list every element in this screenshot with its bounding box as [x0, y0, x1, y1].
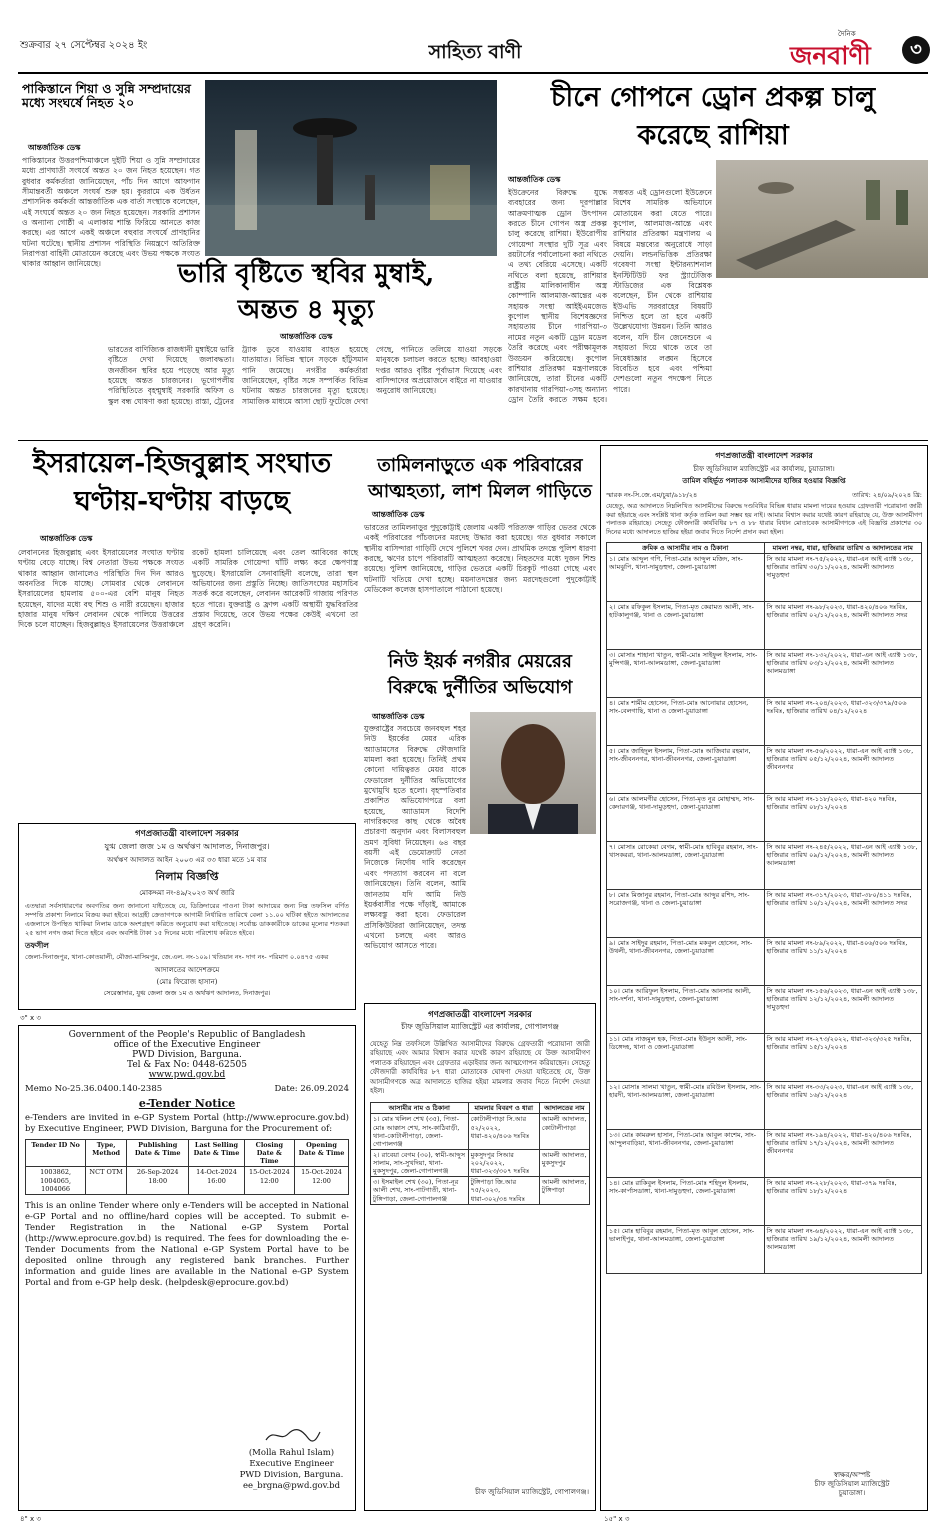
- accused-cell: ২। মোঃ রফিকুল ইসলাম, পিতা-মৃত কেরামত আলী, সাং-হাটকালুগঞ্জ, থানা ও জেলা-চুয়াডাঙ্গা: [607, 601, 765, 649]
- case-cell: সি আর মামলা নং-৩৩/২০২৩, ধারা-এন আই এ্যাক্ট ১৩৮, হাজিরার তারিখ ১৬/১২/২০২৪: [764, 1081, 922, 1129]
- table-row: [607, 1225, 922, 1273]
- auction-notice: [18, 823, 356, 1010]
- chuadanga-sign-1: স্বাক্ষর/অস্পষ্ট: [833, 1470, 871, 1479]
- auction-size: ৩" x ৩: [20, 1014, 41, 1022]
- accused-cell: ১১। মোঃ নাজমুল হক, পিতা-মোঃ ইউনুস আলী, সাং-ডিঙ্গেদহ, থানা ও জেলা-চুয়াডাঙ্গা: [607, 1033, 765, 1081]
- gopalganj-header-row: [371, 1103, 590, 1114]
- pakistan-headline: পাকিস্তানে শিয়া ও সুন্নি সম্প্রদায়ের মধ্যে সংঘর্ষে নিহত ২০: [22, 81, 191, 111]
- accused-cell: ৩। মোসাঃ শাহানা খাতুন, স্বামী-মোঃ সাইফুল ইসলাম, সাং-মুন্সিগঞ্জ, থানা-আলমডাঙ্গা, জেলা-চুয়াডাঙ্গা: [607, 649, 765, 697]
- case-cell: সি আর মামলা নং-৮৯/২০২২, ধারা-৪০৬/৫০৬ দঃবিঃ, হাজিরার তারিখ ১১/১২/২০২৪: [764, 937, 922, 985]
- pakistan-body: পাকিস্তানের উত্তরপশ্চিমাঞ্চলে দুইটি শিয়া ও সুন্নি সম্প্রদায়ের মধ্যে প্রাণঘাতী সংঘর্ষে অন্তত ২০ জন নিহত হয়েছেন। গত বুধবার কর্মকর্তারা জানিয়েছেন, পাঁচ দিন আগে আফগান সীমান্তবর্তী অঞ্চলে সংঘর্ষ শুরু হয়। কুররামে এক উর্ধতন প্রশাসনিক কর্মকর্তা আন্তর্জাতিক এক বার্তা সংস্থাকে বলেছেন, এই সংঘর্ষে অন্তত ২০ জন নিহত হয়েছেন। সরকারি প্রশাসন ও অন্যান্য গোষ্ঠী এ এলাকায় শান্তি ফিরিয়ে আনতে কাজ করছে। এর আগে একই অঞ্চলে বহুবার সংঘর্ষে প্রাণহানির ঘটনা ঘটেছে। স্থানীয় প্রশাসন পরিস্থিতি নিয়ন্ত্রণে অতিরিক্ত নিরাপত্তা বাহিনী মোতায়েন করেছে এবং উভয় পক্ষকে সংযত থাকার আহ্বান জানিয়েছে।: [22, 156, 200, 269]
- chuadanga-header-row: [607, 542, 922, 553]
- table-row: [607, 1081, 922, 1129]
- accused-cell: ১৩। মোঃ কামরুল হাসান, পিতা-মোঃ আবুল কাশেম, সাং-আন্দুলবাড়িয়া, থানা-জীবননগর, জেলা-চুয়াডাঙ্গা: [607, 1129, 765, 1177]
- mayor-photo: [470, 712, 596, 834]
- etender-notice: [18, 1025, 356, 1511]
- gopalganj-cell: টুঙ্গিপাড়া জি.আর ৭৫/২০২৩, ধারা-৩০২/৩৪ দঃবিঃ: [468, 1177, 539, 1204]
- gopalganj-body: যেহেতু নিম্ন তফসিলে উল্লিখিত আসামীদের বিরুদ্ধে গ্রেফতারী পরোয়ানা জারী রহিয়াছে এবং আমার বিশ্বাস করার যথেষ্ট কারণ রহিয়াছে যে উক্ত আসামীগণ পলাতক রহিয়াছেন এবং গ্রেফতার এড়াইবার জন্য আত্মগোপন করিয়াছেন। সেহেতু ফৌজদারী কার্যবিধির ৮৭ ধারা মোতাবেক ঘোষণা দেওয়া যাইতেছে যে, উক্ত আসামীগণকে অত্র আদালতে হাজির হইয়া মামলার জবাব দিতে নির্দেশ দেওয়া হইল।: [370, 1040, 590, 1095]
- china-body-cont: [716, 280, 928, 433]
- tamil-tag: আন্তর্জাতিক ডেস্ক: [372, 510, 425, 519]
- chuadanga-date: তারিখ: ২৪/০৯/২০২৪ খ্রি:: [852, 491, 922, 499]
- gopalganj-cell: আমলী আদালত, কোটালীপাড়া: [539, 1114, 589, 1150]
- etender-col-selling: Last Selling Date & Time: [189, 1140, 244, 1167]
- case-cell: সি আর মামলা নং-১১৮/২০২৩, ধারা-৪২০ দঃবিঃ, হাজিরার তারিখ ০৮/১২/২০২৪: [764, 793, 922, 841]
- drone-photo: [716, 160, 928, 278]
- gopalganj-cell: ৩। ইসমাইল শেখ (৩০), পিতা-নূর আলী শেখ, সাং-পাটগাতী, থানা-টুঙ্গিপাড়া, জেলা-গোপালগঞ্জ: [371, 1177, 469, 1204]
- case-cell: সি আর মামলা নং-২২৮/২০২৩, ধারা-৩৭৯ দঃবিঃ, হাজিরার তারিখ ১৮/১২/২০২৪: [764, 1177, 922, 1225]
- table-row: [607, 985, 922, 1033]
- chuadanga-sign-2: চীফ জুডিসিয়াল ম্যাজিস্ট্রেট: [814, 1479, 890, 1488]
- accused-cell: ৮। মোঃ মিজানুর রহমান, পিতা-মোঃ আব্দুর রশিদ, সাং-সরোজগঞ্জ, থানা ও জেলা-চুয়াডাঙ্গা: [607, 889, 765, 937]
- gopalganj-cell: আমলী আদালত, মুকসুদপুর: [539, 1149, 589, 1176]
- case-cell: সি আর মামলা নং-২৪৫/২০২২, ধারা-এন আই এ্যাক্ট ১৩৮, হাজিরার তারিখ ০৯/১২/২০২৪, আমলী আদালত আলমডাঙ্গা: [764, 841, 922, 889]
- gopalganj-notice: [364, 1003, 596, 1511]
- chuadanga-signature-block: [787, 1471, 917, 1498]
- gopalganj-gov: গণপ্রজাতন্ত্রী বাংলাদেশ সরকার: [428, 1010, 532, 1020]
- auction-order: আদালতের আদেশক্রমে: [154, 965, 220, 974]
- paper-logo: জনবাণী: [790, 41, 871, 70]
- gopalganj-col-accused: আসামীর নাম ও ঠিকানা: [371, 1103, 469, 1114]
- etender-office: office of the Executive Engineer: [113, 1040, 261, 1050]
- etender-signature-block: [234, 1426, 349, 1492]
- gopalganj-cell: ২। রাবেয়া বেগম (৩০), স্বামী-আব্দুস সালাম, সাং-সুখদিয়া, থানা-মুকসুদপুর, জেলা-গোপালগঞ্জ: [371, 1149, 469, 1176]
- table-row: [607, 601, 922, 649]
- etender-size: ৪" x ৩: [20, 1515, 41, 1523]
- etender-cell-type: NCT OTM: [86, 1167, 127, 1194]
- chuadanga-gov: গণপ্রজাতন্ত্রী বাংলাদেশ সরকার: [715, 451, 813, 460]
- mumbai-headline-1: ভারি বৃষ্টিতে স্থবির মুম্বাই,: [177, 259, 435, 289]
- table-row: [607, 649, 922, 697]
- gopalganj-col-court: আদালতের নাম: [539, 1103, 589, 1114]
- case-cell: সি আর মামলা নং-১৩২/২০২২, ধারা-এন আই এ্যাক্ট ১৩৮, হাজিরার তারিখ ০৩/১২/২০২৪, আমলী আদালত আলমডাঙ্গা: [764, 649, 922, 697]
- etender-intro: e-Tenders are invited in e-GP System Portal (http://www.eprocure.gov.bd) by Executive Engineer, PWD Division, Barguna for the Procurement of:: [25, 1113, 349, 1135]
- etender-signer-title: Executive Engineer: [249, 1459, 334, 1470]
- issue-date: শুক্রবার ২৭ সেপ্টেম্বর ২০২৪ ইং: [20, 40, 148, 51]
- accused-cell: ১০। মোঃ আরিফুল ইসলাম, পিতা-মোঃ আনসার আলী, সাং-দর্শনা, থানা-দামুড়হুদা, জেলা-চুয়াডাঙ্গা: [607, 985, 765, 1033]
- gopalganj-table: [370, 1102, 590, 1204]
- gopalganj-cell: ১। মোঃ খলিল শেখ (৩৫), পিতা-মোঃ আক্কাস শেখ, সাং-কাঠিবাড়ী, থানা-কোটালীপাড়া, জেলা-গোপালগঞ্জ: [371, 1114, 469, 1150]
- page-number: ৩: [902, 36, 930, 64]
- israel-body: লেবাননের হিজবুল্লাহ এবং ইসরায়েলের সংঘাত ঘণ্টায় ঘণ্টায় বেড়ে যাচ্ছে। বিশ্ব নেতারা উভয় পক্ষকে সংযত থাকার আহ্বান জানালেও পরিস্থিতি দিন দিন আরও অবনতির দিকে যাচ্ছে। সোমবার থেকে লেবাননে ইসরায়েলের হামলায় ৫০০-এর বেশি মানুষ নিহত হয়েছেন, যাদের মধ্যে বহু শিশু ও নারী রয়েছেন। হাজার হাজার মানুষ দক্ষিণ লেবানন থেকে পালিয়ে উত্তরের দিকে চলে যাচ্ছেন। হিজবুল্লাহও ইসরায়েলের উত্তরাঞ্চলে রকেট হামলা চালিয়েছে এবং তেল আবিবের কাছে একটি সামরিক গোয়েন্দা ঘাঁটি লক্ষ্য করে ক্ষেপণাস্ত্র ছুড়েছে। ইসরায়েলি সেনাবাহিনী বলেছে, তারা স্থল অভিযানের জন্য প্রস্তুতি নিচ্ছে। জাতিসংঘের মহাসচিব সতর্ক করে বলেছেন, লেবানন আরেকটি গাজায় পরিণত হতে পারে। যুক্তরাষ্ট্র ও ফ্রান্স একটি অস্থায়ী যুদ্ধবিরতির প্রস্তাব দিয়েছে, তবে উভয় পক্ষের কেউই এখনো তা গ্রহণ করেনি।: [18, 548, 358, 630]
- auction-schedule-title: তফসীল: [25, 940, 49, 950]
- chuadanga-table: [606, 542, 922, 1274]
- chuadanga-sign-3: চুয়াডাঙ্গা।: [838, 1488, 866, 1497]
- paper-daily: দৈনিক: [838, 30, 856, 38]
- israel-headline-1: ইসরায়েল-হিজবুল্লাহ সংঘাত: [32, 448, 332, 479]
- accused-cell: ১। মোঃ আব্দুল গণি, পিতা-মোঃ আব্দুল মজিদ, সাং-আমঝুপি, থানা-দামুড়হুদা, জেলা-চুয়াডাঙ্গা: [607, 553, 765, 601]
- case-cell: সি আর মামলা নং-২০৪/২০২৩, ধারা-৩২৩/৩৭৯/৫০৬ দঃবিঃ, হাজিরার তারিখ ০৪/১২/২০২৪: [764, 697, 922, 745]
- etender-col-closing: Closing Date & Time: [244, 1140, 294, 1167]
- signature-image: [262, 1426, 322, 1444]
- accused-cell: ৫। মোঃ জাহিদুল ইসলাম, পিতা-মোঃ আজিবার রহমান, সাং-জীবননগর, থানা-জীবননগর, জেলা-চুয়াডাঙ্গা: [607, 745, 765, 793]
- mumbai-headline-2: অন্তত ৪ মৃত্যু: [237, 295, 375, 325]
- row-rule-1: [18, 440, 928, 441]
- etender-header-row: [26, 1140, 349, 1167]
- etender-date: Date: 26.09.2024: [274, 1084, 349, 1094]
- auction-body: এতদ্বারা সর্বসাধারণের অবগতির জন্য জানানো যাইতেছে যে, ডিক্রিদারের পাওনা টাকা আদায়ের জন্য নিম্ন তফসিল বর্ণিত সম্পত্তি প্রকাশ্য নিলামে বিক্রয় করা হইবে। আগ্রহী ক্রেতাগণকে আগামী নির্ধারিত তারিখে বেলা ১১.০০ ঘটিকা হইতে আদালতের এজলাসে উপস্থিত থাকিয়া নিলাম ডাকে অংশগ্রহণ করিতে অনুরোধ করা যাইতেছে। সর্বোচ্চ ডাককারীকে ডাকের মূল্যের শতকরা ২৫ ভাগ নগদ জমা দিতে হইবে এবং অবশিষ্ট টাকা ১৫ দিনের মধ্যে পরিশোধ করিতে হইবে।: [25, 902, 349, 937]
- case-cell: সি আর মামলা নং-৯৮/২০২৩, ধারা-৪২০/৪০৬ দঃবিঃ, হাজিরার তারিখ ০২/১২/২০২৪, আমলী আদালত সদর: [764, 601, 922, 649]
- accused-cell: ৯। মোঃ সাইদুর রহমান, পিতা-মোঃ মকবুল হোসেন, সাং-উথলী, থানা-জীবননগর, জেলা-চুয়াডাঙ্গা: [607, 937, 765, 985]
- chuadanga-notice: [600, 445, 928, 1511]
- etender-table: [25, 1139, 349, 1195]
- accused-cell: ১৫। মোঃ হাবিবুর রহমান, পিতা-মৃত আবুল হোসেন, সাং-ভালাইপুর, থানা-আলমডাঙ্গা, জেলা-চুয়াডাঙ্গা: [607, 1225, 765, 1273]
- case-cell: সি আর মামলা নং-৬৪/২০২২, ধারা-এন আই এ্যাক্ট ১৩৮, হাজিরার তারিখ ১৯/১২/২০২৪, আমলী আদালত আলমডাঙ্গা: [764, 1225, 922, 1273]
- etender-tel: Tel & Fax No: 0448-62505: [127, 1060, 247, 1070]
- case-cell: সি আর মামলা নং-২৭৩/২০২২, ধারা-৩২৩/৩২৫ দঃবিঃ, হাজিরার তারিখ ১৫/১২/২০২৪: [764, 1033, 922, 1081]
- china-tag: আন্তর্জাতিক ডেস্ক: [508, 175, 561, 184]
- table-row: [371, 1114, 590, 1150]
- header-rule: [18, 72, 928, 74]
- accused-cell: ৬। মোঃ আলমগীর হোসেন, পিতা-মৃত নুর মোহাম্মদ, সাং-কেদারগঞ্জ, থানা-দামুড়হুদা, জেলা-চুয়াডাঙ্গা: [607, 793, 765, 841]
- gopalganj-sign: চীফ জুডিসিয়াল ম্যাজিস্ট্রেট, গোপালগঞ্জ।: [475, 1488, 589, 1496]
- case-cell: সি আর মামলা নং-১৫৬/২০২৩, ধারা-এন আই এ্যাক্ট ১৩৮, হাজিরার তারিখ ১২/১২/২০২৪, আমলী আদালত দামুড়হুদা: [764, 985, 922, 1033]
- mumbai-tag: আন্তর্জাতিক ডেস্ক: [280, 332, 333, 341]
- table-row: [607, 745, 922, 793]
- chuadanga-memo: স্মারক নং-সি.জে.এম/চুয়া/৯১৮/২৪: [606, 491, 698, 499]
- etender-title: e-Tender Notice: [138, 1097, 236, 1110]
- etender-division: PWD Division, Barguna.: [132, 1050, 242, 1060]
- table-row: [371, 1149, 590, 1176]
- chuadanga-size: ১৫" x ৩: [604, 1515, 630, 1523]
- pakistan-tag: আন্তর্জাতিক ডেস্ক: [28, 143, 81, 152]
- newyork-tag: আন্তর্জাতিক ডেস্ক: [372, 712, 425, 721]
- accused-cell: ৪। মোঃ শামীম হোসেন, পিতা-মোঃ আনোয়ার হোসেন, সাং-বেলগাছি, থানা ও জেলা-চুয়াডাঙ্গা: [607, 697, 765, 745]
- case-cell: সি আর মামলা নং-১৯৪/২০২২, ধারা-৪২০/৪০৬ দঃবিঃ, হাজিরার তারিখ ১৭/১২/২০২৪, আমলী আদালত জীবননগর: [764, 1129, 922, 1177]
- etender-cell-id: 1003862, 1004065, 1004066: [26, 1167, 86, 1194]
- chuadanga-office: চীফ জুডিসিয়াল ম্যাজিস্ট্রেট এর কার্যালয়, চুয়াডাঙ্গা।: [693, 465, 835, 473]
- table-row: [607, 1129, 922, 1177]
- case-cell: সি আর মামলা নং-৭৫/২০২২, ধারা-এন আই এ্যাক্ট ১৩৮, হাজিরার তারিখ ৩০/১১/২০২৪, আমলী আদালত দামুড়হুদা: [764, 553, 922, 601]
- gopalganj-col-case: মামলার বিবরণ ও ধারা: [468, 1103, 539, 1114]
- china-headline-1: চীনে গোপনে ড্রোন প্রকল্প চালু: [550, 82, 876, 113]
- flood-scene-image: [205, 80, 497, 256]
- table-row: [607, 793, 922, 841]
- chuadanga-subtitle: তামিল বহির্ভূত পলাতক আসামীদের হাজির হওয়ার বিজ্ঞপ্তি: [682, 477, 846, 485]
- gopalganj-office: চীফ জুডিসিয়াল ম্যাজিস্ট্রেট এর কার্যালয়, গোপালগঞ্জ: [401, 1022, 559, 1031]
- newyork-headline-1: নিউ ইয়র্ক নগরীর মেয়রের: [388, 651, 572, 672]
- etender-col-publish: Publishing Date & Time: [127, 1140, 189, 1167]
- mayor-portrait-image: [470, 712, 596, 834]
- accused-cell: ১২। মোসাঃ সালমা খাতুন, স্বামী-মোঃ রবিউল ইসলাম, সাং-হারদী, থানা-আলমডাঙ্গা, জেলা-চুয়াডাঙ্গা: [607, 1081, 765, 1129]
- table-row: [607, 841, 922, 889]
- china-body: ইউক্রেনের বিরুদ্ধে যুদ্ধে ব্যবহারের জন্য দূরপাল্লার আক্রমণাত্মক ড্রোন উৎপাদন করতে চীনে গোপন অস্ত্র প্রকল্প চালু করেছে রাশিয়া। ইউরোপীয় গোয়েন্দা সংস্থার দুটি সূত্র এবং রয়টার্সের পর্যালোচনা করা নথিতে এ তথ্য বেরিয়ে এসেছে। একটি নথিতে বলা হয়েছে, রাশিয়ার রাষ্ট্রীয় মালিকানাধীন অস্ত্র কোম্পানি আলমাজ-আন্তের এক সহায়ক সংস্থা আইইএমজেড কুপোল স্থানীয় বিশেষজ্ঞদের সহায়তায় চীনে গারপিয়া-৩ নামের নতুন একটি ড্রোন মডেল তৈরি করেছে এবং পরীক্ষামূলক উড্ডয়ন করিয়েছে। কুপোল রাশিয়ার প্রতিরক্ষা মন্ত্রণালয়কে জানিয়েছে, তারা চীনের একটি কারখানায় গারপিয়া-৩সহ অন্যান্য ড্রোন তৈরি করতে সক্ষম হবে। সম্ভবত এই ড্রোনগুলো ইউক্রেনে বিশেষ সামরিক অভিযানে মোতায়েন করা যেতে পারে। কুপোল, আলমাজ-আন্তে এবং রাশিয়ার প্রতিরক্ষা মন্ত্রণালয় এ বিষয়ে মন্তব্যের অনুরোধে সাড়া দেয়নি। লন্ডনভিত্তিক প্রতিরক্ষা গবেষণা সংস্থা ইন্টারন্যাশনাল ইনস্টিটিউট ফর স্ট্র্যাটেজিক স্টাডিজের এক বিশ্লেষক বলেছেন, চীন থেকে রাশিয়ায় ইউএভি সরবরাহের বিষয়টি নিশ্চিত হলে তা হবে একটি উল্লেখযোগ্য উন্নয়ন। তিনি আরও বলেন, যদি চীন জেনেশুনে এ সহায়তা দিয়ে থাকে তবে তা নিষেধাজ্ঞার লঙ্ঘন হিসেবে বিবেচিত হবে এবং পশ্চিমা দেশগুলো নতুন পদক্ষেপ নিতে পারে।: [508, 188, 712, 404]
- pakistan-body-cont: [22, 344, 104, 431]
- etender-col-id: Tender ID No: [26, 1140, 86, 1167]
- tamil-headline-2: আত্মহত্যা, লাশ মিলল গাড়িতে: [368, 481, 592, 502]
- accused-cell: ১৪। মোঃ রাকিবুল ইসলাম, পিতা-মোঃ শহিদুল ইসলাম, সাং-কার্পাসডাঙ্গা, থানা-দামুড়হুদা, জেলা-চুয়াডাঙ্গা: [607, 1177, 765, 1225]
- mumbai-rain-photo: [205, 80, 497, 256]
- accused-cell: ৭। মোসাঃ রোকেয়া বেগম, স্বামী-মোঃ হাবিবুর রহমান, সাং-খাসকররা, থানা-আলমডাঙ্গা, জেলা-চুয়াডাঙ্গা: [607, 841, 765, 889]
- israel-tag: আন্তর্জাতিক ডেস্ক: [40, 534, 93, 543]
- gopalganj-cell: কোটালীপাড়া সি.আর ৫২/২০২২, ধারা-৪২০/৪০৬ দঃবিঃ: [468, 1114, 539, 1150]
- auction-gov: গণপ্রজাতন্ত্রী বাংলাদেশ সরকার: [135, 829, 239, 839]
- chuadanga-col-case: মামলা নম্বর, ধারা, হাজিরার তারিখ ও আদালতের নাম: [764, 542, 922, 553]
- china-headline-2: করেছে রাশিয়া: [637, 120, 789, 151]
- case-cell: সি আর মামলা নং-৩১৭/২০২৩, ধারা-৩৮০/৪১১ দঃবিঃ, হাজিরার তারিখ ১০/১২/২০২৪, আমলী আদালত সদর: [764, 889, 922, 937]
- chuadanga-col-accused: ক্রমিক ও আসামীর নাম ও ঠিকানা: [607, 542, 765, 553]
- etender-col-type: Type, Method: [86, 1140, 127, 1167]
- tamil-body: ভারতের তামিলনাড়ুর পুদুকোট্টাই জেলায় একটি পরিত্যক্ত গাড়ির ভেতর থেকে একই পরিবারের পাঁচজনের মরদেহ উদ্ধার করা হয়েছে। গত বুধবার সকালে স্থানীয় বাসিন্দারা গাড়িটি দেখে পুলিশে খবর দেন। প্রাথমিক তদন্তে পুলিশ ধারণা করছে, ঋণের চাপে পরিবারটি আত্মহত্যা করেছে। নিহতদের মধ্যে দুজন শিশু রয়েছে। পুলিশ জানিয়েছে, গাড়ির ভেতরে একটি চিরকুট পাওয়া গেছে এবং ঘটনাটি খতিয়ে দেখা হচ্ছে। ময়নাতদন্তের জন্য মরদেহগুলো পুদুকোট্টাই মেডিকেল কলেজ হাসপাতালে পাঠানো হয়েছে।: [364, 523, 596, 595]
- auction-sign: (মোঃ ফিরোজ হাসান): [156, 977, 218, 986]
- section-title: সাহিত্য বাণী: [428, 41, 522, 63]
- newyork-body: যুক্তরাষ্ট্রের সবচেয়ে জনবহুল শহর নিউ ইয়র্কের মেয়র এরিক অ্যাডামসের বিরুদ্ধে ফৌজদারি মামলা করা হয়েছে। তিনিই প্রথম কোনো দায়িত্বরত মেয়র যাকে ফেডারেল দুর্নীতির অভিযোগের মুখোমুখি হতে হলো। বৃহস্পতিবার প্রকাশিত অভিযোগপত্রে বলা হয়েছে, অ্যাডামস বিদেশি নাগরিকদের কাছ থেকে অবৈধ প্রচারণা অনুদান এবং বিলাসবহুল ভ্রমণ সুবিধা নিয়েছেন। ৬৪ বছর বয়সী এই ডেমোক্র্যাট নেতা নিজেকে নির্দোষ দাবি করেছেন এবং পদত্যাগ করবেন না বলে জানিয়েছেন। তিনি বলেন, আমি জানতাম যদি আমি নিউ ইয়র্কবাসীর পক্ষে দাঁড়াই, আমাকে লক্ষ্যবস্তু করা হবে। ফেডারেল প্রসিকিউটররা জানিয়েছেন, তদন্ত এখনো চলছে এবং আরও অভিযোগ আসতে পারে।: [364, 724, 466, 951]
- table-row: [607, 553, 922, 601]
- etender-email: ee_brgna@pwd.gov.bd: [242, 1481, 341, 1492]
- table-row: [607, 1177, 922, 1225]
- etender-note: This is an online Tender where only e-Tenders will be accepted in National e-GP Portal and no offline/hard copies will be accepted. To submit e-Tender Registration in the National e-GP System Portal (http://www.eprocure.gov.bd) is required. The fees for downloading the e-Tender Documents from the National e-GP System Portal have to be deposited online through any registered bank branches. Further information and guide lines are available in the National e-GP System Portal and from e-GP help desk. (helpdesk@eprocure.gov.bd): [25, 1200, 349, 1289]
- etender-col-opening: Opening Date & Time: [295, 1140, 349, 1167]
- auction-title: নিলাম বিজ্ঞপ্তি: [155, 870, 219, 883]
- newyork-headline-2: বিরুদ্ধে দুর্নীতির অভিযোগ: [387, 677, 573, 698]
- auction-court: যুগ্ম জেলা জজ ১ম ও অর্থঋণ আদালত, দিনাজপুর।: [104, 842, 270, 851]
- auction-desig: সেরেস্তাদার, যুগ্ম জেলা জজ ১ম ও অর্থঋণ আদালত, দিনাজপুর।: [103, 988, 271, 997]
- auction-schedule: জেলা-দিনাজপুর, থানা-কোতয়ালী, মৌজা-মাসিমপুর, জে.এল. নং-১০৯। খতিয়ান নং- দাগ নং- পরিমাণ ০.০৪৭৫ একর: [25, 952, 329, 961]
- table-row: [371, 1177, 590, 1204]
- mumbai-body: ভারতের বাণিজ্যিক রাজধানী মুম্বাইয়ে ভারি বৃষ্টিতে দেখা দিয়েছে জলাবদ্ধতা। জনজীবন স্থবির হয়ে পড়েছে আর মৃত্যু হয়েছে অন্তত চারজনের। ভূগোপলীয় পরিস্থিতিতে বৃহন্মুম্বাই সরকারি অফিস ও স্কুল বন্ধ ঘোষণা করা হয়েছে। রাস্তা, ট্রেনের ট্র্যাক ডুবে যাওয়ায় ব্যাহত হয়েছে যাতায়াত। বিভিন্ন স্থানে সড়কে হাঁটুসমান পানি জমেছে। নগরীর কর্মকর্তারা জানিয়েছেন, বৃষ্টির সঙ্গে সম্পর্কিত বিভিন্ন ঘটনায় অন্তত চারজনের মৃত্যু হয়েছে। সামাজিক মাধ্যমে আসা ছোট ফুটেজে দেখা গেছে, পানিতে তলিয়ে যাওয়া সড়কে মানুষকে চলাচল করতে হচ্ছে। আবহাওয়া দপ্তর আরও বৃষ্টির পূর্বাভাস দিয়েছে এবং বাসিন্দাদের অপ্রয়োজনে বাইরে না যাওয়ার অনুরোধ জানিয়েছে।: [108, 345, 502, 406]
- etender-signer: (Molla Rahul Islam): [248, 1448, 335, 1459]
- case-cell: সি আর মামলা নং-৫৬/২০২২, ধারা-এন আই এ্যাক্ট ১৩৮, হাজিরার তারিখ ০৫/১২/২০২৪, আমলী আদালত জীবননগর: [764, 745, 922, 793]
- table-row: [26, 1167, 349, 1194]
- etender-web[interactable]: www.pwd.gov.bd: [148, 1070, 226, 1080]
- etender-gov: Government of the People's Republic of Bangladesh: [68, 1030, 306, 1040]
- etender-memo: Memo No-25.36.0400.140-2385: [25, 1084, 163, 1094]
- table-row: [607, 697, 922, 745]
- auction-case: মোকদ্দমা নং-৪৯/২০২৩ অর্থ জারি: [139, 889, 235, 897]
- newyork-body-cont: [364, 836, 596, 1001]
- etender-cell-selling: 14-Oct-2024 16:00: [189, 1167, 244, 1194]
- gopalganj-cell: আমলী আদালত, টুঙ্গিপাড়া: [539, 1177, 589, 1204]
- etender-signer-division: PWD Division, Barguna.: [239, 1470, 344, 1481]
- etender-cell-opening: 15-Oct-2024 12:00: [295, 1167, 349, 1194]
- chuadanga-body: যেহেতু, অত্র আদালতে নিম্নলিখিত আসামীদের বিরুদ্ধে দণ্ডবিধির বিভিন্ন ধারায় মামলা দায়ের হওয়ায় গ্রেফতারী পরোয়ানা জারী করা হইয়াছে এবং সংশ্লিষ্ট থানা কর্তৃক তামিল করা সম্ভব হয় নাই। আমার বিশ্বাস করার যথেষ্ট কারণ রহিয়াছে যে, উক্ত আসামীগণ পলাতক রহিয়াছে। সেহেতু ফৌজদারী কার্যবিধির ৮৭ ও ৮৮ ধারার বিধান মোতাবেক আসামীগণকে এই বিজ্ঞপ্তি প্রকাশের ৩০ দিনের মধ্যে আদালতে হাজির হইয়া জবাব দিতে নির্দেশ প্রদান করা হইল।: [606, 503, 922, 537]
- etender-cell-publish: 26-Sep-2024 18:00: [127, 1167, 189, 1194]
- table-row: [607, 937, 922, 985]
- gopalganj-cell: মুকসুদপুর সিআর ২০২/২০২২, ধারা-৩২৩/৩০৭ দঃবিঃ: [468, 1149, 539, 1176]
- auction-act: অর্থঋণ আদালত আইন ২০০৩ এর ৩৩ ধারা মতে ১ম বার: [107, 856, 267, 864]
- table-row: [607, 1033, 922, 1081]
- drone-launch-image: [716, 160, 928, 278]
- tamil-headline-1: তামিলনাড়ুতে এক পরিবারের: [377, 455, 583, 476]
- etender-cell-closing: 15-Oct-2024 12:00: [244, 1167, 294, 1194]
- israel-headline-2: ঘণ্টায়-ঘণ্টায় বাড়ছে: [74, 486, 290, 517]
- table-row: [607, 889, 922, 937]
